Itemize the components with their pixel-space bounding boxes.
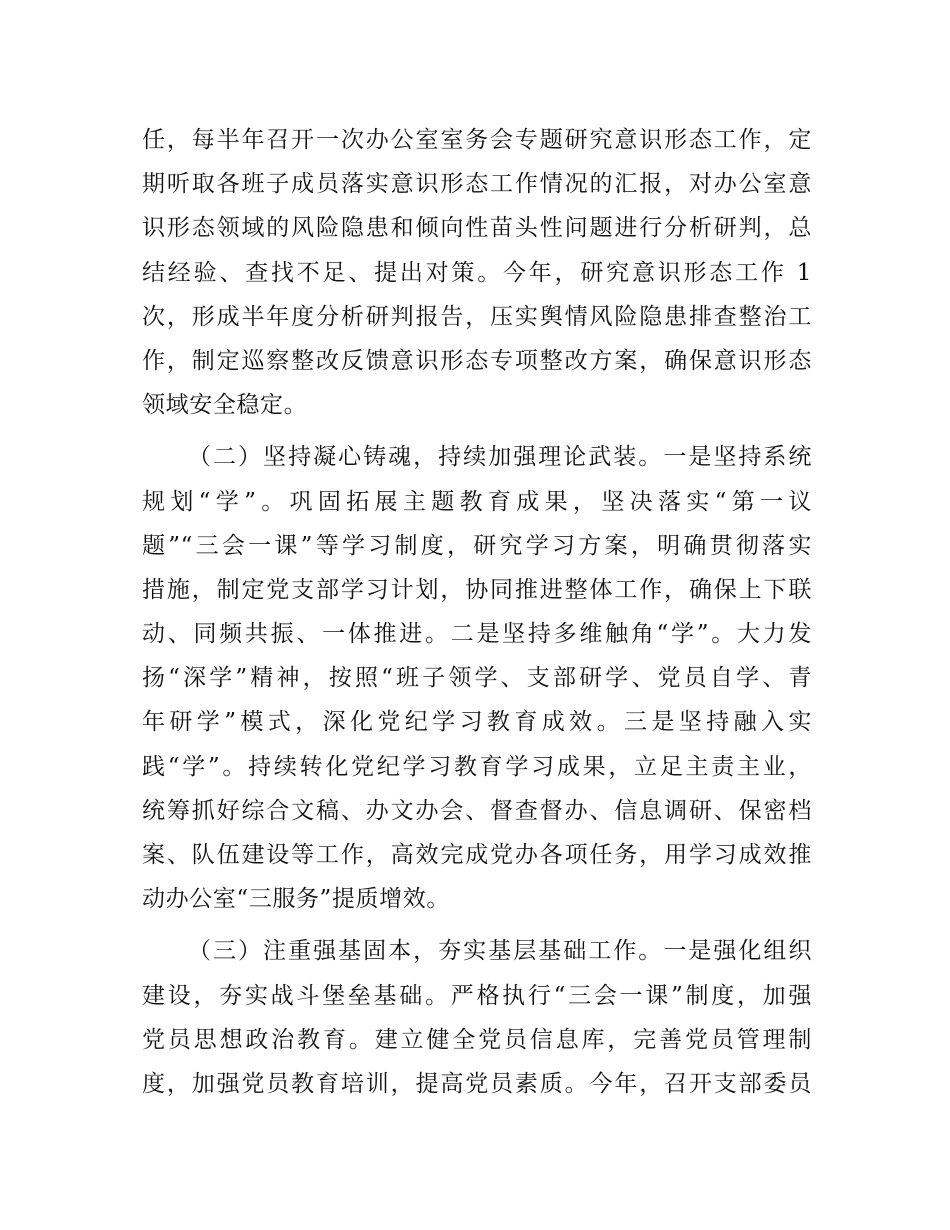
- text-line: 案、队伍建设等工作，高效完成党办各项任务，用学习成效推: [142, 842, 812, 868]
- text-line: 年研学”模式，深化党纪学习教育成效。三是坚持融入实: [142, 709, 812, 736]
- text-line: 党员思想政治教育。建立健全党员信息库，完善党员管理制: [142, 1026, 812, 1053]
- text-line: 统筹抓好综合文稿、办文办会、督查督办、信息调研、保密档: [142, 797, 812, 824]
- document-body: [142, 118, 812, 1106]
- paragraph-ideology-work: [142, 118, 812, 427]
- paragraph-grassroots-work: [142, 929, 812, 1106]
- text-line: 动办公室“三服务”提质增效。: [142, 886, 450, 913]
- text-line: 措施，制定党支部学习计划，协同推进整体工作，确保上下联: [142, 576, 812, 603]
- text-line: 作，制定巡察整改反馈意识形态专项整改方案，确保意识形态: [142, 347, 812, 374]
- paragraph-theory-study: [142, 435, 812, 921]
- text-line: 规划“学”。巩固拓展主题教育成果，坚决落实“第一议: [142, 488, 812, 515]
- text-line: 任，每半年召开一次办公室室务会专题研究意识形态工作，定: [142, 127, 812, 153]
- text-line: 次，形成半年度分析研判报告，压实舆情风险隐患排查整治工: [142, 303, 812, 330]
- text-line: 识形态领域的风险隐患和倾向性苗头性问题进行分析研判，总: [142, 215, 812, 242]
- text-line: 结经验、查找不足、提出对策。今年，研究意识形态工作 1: [142, 259, 812, 286]
- text-line: 建设，夯实战斗堡垒基础。严格执行“三会一课”制度，加强: [142, 982, 812, 1009]
- text-line: 期听取各班子成员落实意识形态工作情况的汇报，对办公室意: [142, 171, 812, 198]
- text-line: 领域安全稳定。: [142, 392, 308, 419]
- text-line: （二）坚持凝心铸魂，持续加强理论武装。一是坚持系统: [188, 444, 812, 471]
- text-line: （三）注重强基固本，夯实基层基础工作。一是强化组织: [188, 938, 812, 965]
- text-line: 动、同频共振、一体推进。二是坚持多维触角“学”。大力发: [142, 621, 812, 648]
- text-line: 扬“深学”精神，按照“班子领学、支部研学、党员自学、青: [142, 665, 812, 692]
- text-line: 践“学”。持续转化党纪学习教育学习成果，立足主责主业，: [142, 753, 812, 780]
- text-line: 题”“三会一课”等学习制度，研究学习方案，明确贯彻落实: [142, 532, 812, 559]
- text-line: 度，加强党员教育培训，提高党员素质。今年，召开支部委员: [142, 1070, 812, 1097]
